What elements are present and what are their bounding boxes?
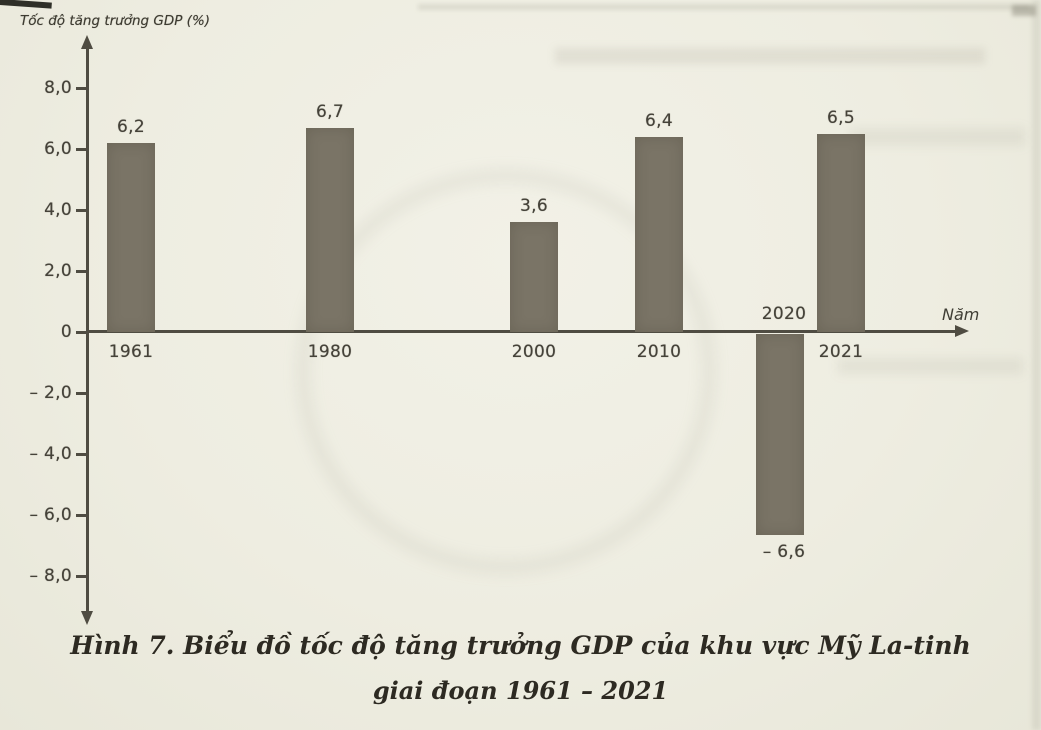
- bar-1980: [306, 128, 354, 332]
- x-tick-label-2000: 2000: [511, 342, 557, 362]
- y-tick-– 2,0: [76, 392, 87, 395]
- x-tick-label-1980: 1980: [307, 342, 353, 362]
- scan-artifact-topright-mark: [1012, 5, 1036, 16]
- figure-caption-line2: giai đoạn 1961 – 2021: [372, 676, 669, 705]
- y-axis-arrow-down-icon: [81, 611, 93, 625]
- bar-2000: [510, 222, 558, 332]
- bar-2021: [817, 134, 865, 332]
- y-tick-– 6,0: [76, 514, 87, 517]
- y-tick-label: – 4,0: [29, 444, 72, 464]
- y-tick-8,0: [76, 87, 87, 90]
- value-label-2010: 6,4: [645, 110, 673, 131]
- y-tick-label: – 2,0: [29, 383, 72, 403]
- x-tick-label-1961: 1961: [108, 342, 154, 362]
- x-axis-arrow-right-icon: [955, 325, 969, 337]
- y-axis-arrow-up-icon: [81, 35, 93, 49]
- y-tick-label: 6,0: [44, 139, 72, 159]
- value-label-2000: 3,6: [520, 196, 548, 217]
- y-tick-– 8,0: [76, 575, 87, 578]
- bar-1961: [107, 143, 155, 332]
- scan-artifact-bleed-text: [850, 128, 1025, 146]
- y-tick-6,0: [76, 148, 87, 151]
- value-label-1961: 6,2: [117, 116, 145, 137]
- y-tick-0: [76, 331, 87, 334]
- x-tick-label-2021: 2021: [818, 342, 864, 362]
- x-tick-label-2020: 2020: [761, 304, 807, 324]
- scan-artifact-page-edge: [1032, 0, 1041, 730]
- scan-artifact-bleed-line: [418, 4, 1030, 10]
- figure-caption-line1: Hình 7. Biểu đồ tốc độ tăng trưởng GDP của khu vực Mỹ La-tinh: [70, 631, 971, 660]
- y-tick-label: 8,0: [44, 78, 72, 98]
- bar-2020: [756, 334, 804, 535]
- x-tick-label-2010: 2010: [636, 342, 682, 362]
- scan-artifact-bleed-text: [555, 48, 985, 64]
- x-axis-title: Năm: [942, 305, 980, 324]
- bar-2010: [635, 137, 683, 332]
- y-tick-label: 2,0: [44, 261, 72, 281]
- y-tick-label: – 8,0: [29, 566, 72, 586]
- y-tick-label: 4,0: [44, 200, 72, 220]
- value-label-2021: 6,5: [827, 107, 855, 128]
- scan-artifact-topleft-mark: [0, 0, 52, 9]
- y-tick-label: 0: [60, 322, 72, 342]
- y-tick-label: – 6,0: [29, 505, 72, 525]
- value-label-2020: – 6,6: [762, 542, 806, 563]
- y-tick-2,0: [76, 270, 87, 273]
- y-axis-title: Tốc độ tăng trưởng GDP (%): [20, 13, 211, 29]
- y-tick-4,0: [76, 209, 87, 212]
- y-tick-– 4,0: [76, 453, 87, 456]
- value-label-1980: 6,7: [316, 101, 344, 122]
